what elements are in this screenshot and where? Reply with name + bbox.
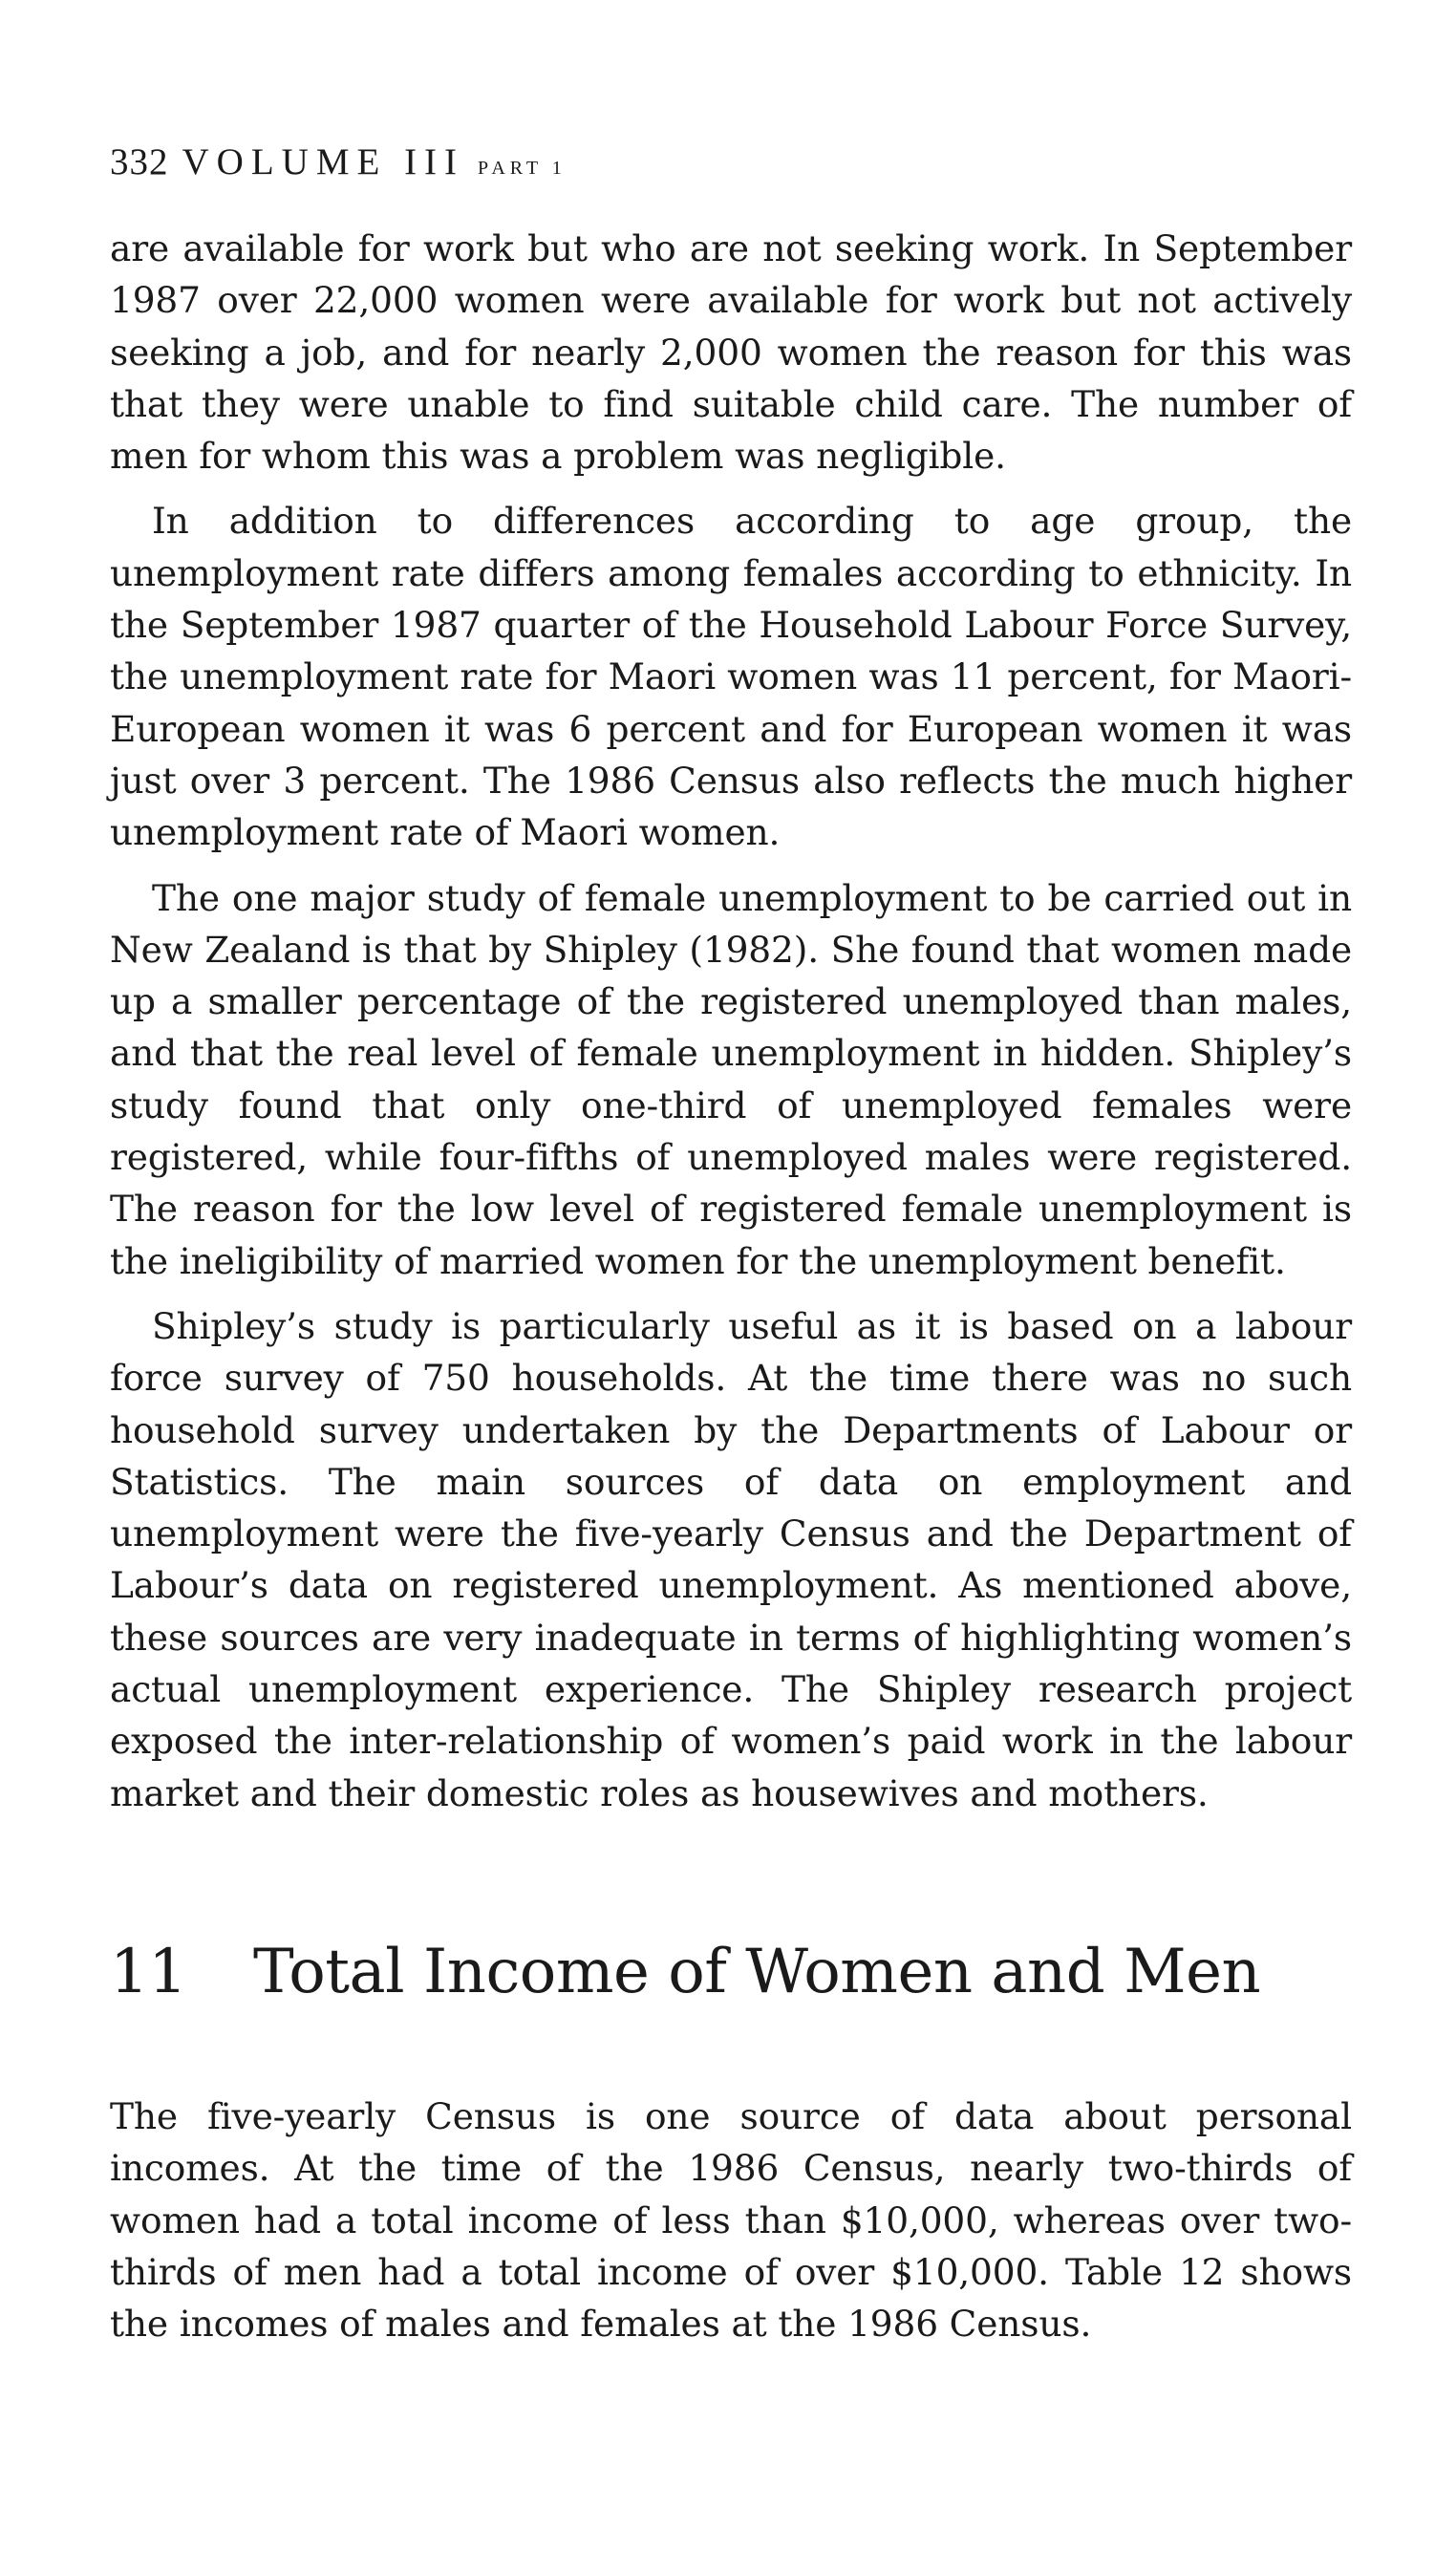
paragraph-shipley-study: The one major study of female unemployment to be carried out in New Zealand is that by Shipley (1982). She found that women made up a smaller percentage of the registered unemployed than males, and that the real level of female unemployment in hidden. Shipley’s study found that only one-third of unemployed females were registered, while four-fifths of unemployed males were registered. The reason for the low level of registered female unemployment is the ineligibility of married women for the unemployment benefit. — [110, 876, 1352, 1282]
part-label: PART 1 — [478, 158, 567, 179]
volume-label: VOLUME III — [182, 141, 465, 182]
paragraph-income: The five-yearly Census is one source of data about personal incomes. At the time of the 1986 Census, nearly two-thirds of women had a total income of less than $10,000, whereas over two-thirds of men had a total income of over $10,000. Table 12 shows the incomes of males and females at the 1986 Census. — [110, 2094, 1352, 2346]
paragraph-survey: Shipley’s study is particularly useful as it is based on a labour force survey of 750 households. At the time there was no such household survey undertaken by the Departments of Labour or Statistics. The main sources of data on employment and unemployment were the five-yearly Census and the Department of Labour’s data on registered unemployment. As mentioned above, these sources are very inadequate in terms of highlighting women’s actual unemployment experience. The Shipley research project exposed the inter-relationship of women’s paid work in the labour market and their domestic roles as housewives and mothers. — [110, 1304, 1352, 1814]
page-number: 332 — [110, 141, 169, 182]
paragraph-ethnicity: In addition to differences according to age group, the unemployment rate differs among females according to ethnicity. In the September 1987 quarter of the Household Labour Force Survey, the unemployment rate for Maori women was 11 percent, for Maori-European women it was 6 percent and for European women it was just over 3 percent. The 1986 Census also reflects the much higher unemployment rate of Maori women. — [110, 500, 1352, 854]
section-number: 11 — [110, 1936, 187, 2007]
paragraph-continued: are available for work but who are not seeking work. In September 1987 over 22,000 women were available for work but not actively seeking a job, and for nearly 2,000 women the reason for this was that they were unable to find suitable child care. The number of men for whom this was a problem was negligible. — [110, 227, 1352, 478]
document-page — [110, 143, 1352, 2349]
running-head — [110, 143, 1352, 181]
section-heading — [110, 1936, 1352, 2007]
section-title: Total Income of Women and Men — [253, 1936, 1261, 2007]
